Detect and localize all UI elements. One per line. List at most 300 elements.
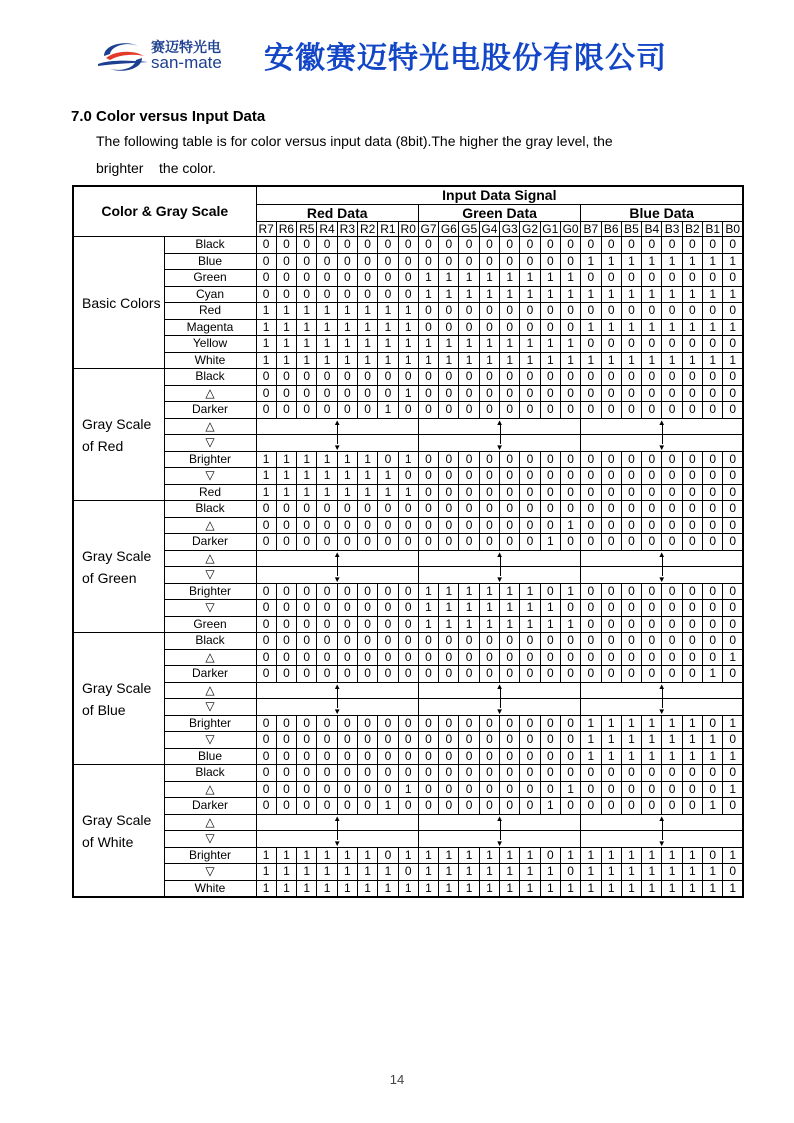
bit-header-b2: B2	[682, 222, 702, 237]
arrow-down-icon: ▼	[657, 838, 666, 847]
bit-cell: 0	[297, 600, 317, 617]
row-label: △	[164, 814, 256, 831]
bit-cell: 0	[642, 369, 662, 386]
bit-cell: 1	[418, 616, 438, 633]
bit-cell: 0	[378, 633, 398, 650]
bit-cell: 0	[703, 402, 723, 419]
bit-cell: 1	[297, 303, 317, 320]
bit-cell: 0	[459, 303, 479, 320]
bit-cell: 0	[682, 781, 702, 798]
bit-header-r7: R7	[256, 222, 276, 237]
bit-cell: 0	[703, 847, 723, 864]
bit-cell: 0	[581, 616, 601, 633]
bit-cell: 0	[378, 270, 398, 287]
bit-cell: 1	[276, 319, 296, 336]
bit-cell: 0	[540, 501, 560, 518]
arrow-up-icon: ▲	[495, 682, 504, 691]
bit-cell: 1	[500, 600, 520, 617]
bit-cell: 1	[581, 319, 601, 336]
bit-cell: 0	[459, 369, 479, 386]
row-label: △	[164, 550, 256, 567]
bit-header-r2: R2	[357, 222, 377, 237]
bit-cell: 0	[479, 781, 499, 798]
bit-cell: 1	[297, 451, 317, 468]
bit-cell: 0	[479, 385, 499, 402]
bit-cell: 0	[378, 732, 398, 749]
bit-cell: 0	[398, 517, 418, 534]
bit-cell: 0	[682, 336, 702, 353]
bit-cell: 0	[479, 451, 499, 468]
company-name: 安徽赛迈特光电股份有限公司	[264, 41, 667, 76]
bit-cell: 0	[398, 402, 418, 419]
bit-cell: 0	[317, 666, 337, 683]
bit-cell: 1	[662, 715, 682, 732]
bit-cell: 0	[662, 484, 682, 501]
section-intro	[96, 128, 716, 182]
bit-cell: 0	[297, 402, 317, 419]
bit-cell: 1	[540, 616, 560, 633]
bit-cell: 0	[276, 715, 296, 732]
bit-cell: 1	[378, 468, 398, 485]
bit-cell: 0	[418, 484, 438, 501]
bit-cell: 0	[276, 385, 296, 402]
bit-cell: 1	[317, 352, 337, 369]
bit-cell: 0	[418, 633, 438, 650]
bit-cell: 0	[479, 253, 499, 270]
bit-cell: 0	[662, 468, 682, 485]
row-label: △	[164, 781, 256, 798]
bit-cell: 0	[439, 484, 459, 501]
bit-cell: 1	[276, 484, 296, 501]
row-label: ▽	[164, 468, 256, 485]
bit-cell: 0	[621, 600, 641, 617]
bit-cell: 0	[581, 402, 601, 419]
bit-cell: 0	[662, 270, 682, 287]
bit-cell: 0	[337, 616, 357, 633]
bit-cell: 0	[256, 501, 276, 518]
bit-cell: 0	[540, 468, 560, 485]
bit-cell: 0	[398, 534, 418, 551]
bit-cell: 0	[479, 484, 499, 501]
bit-cell: 0	[317, 237, 337, 254]
bit-cell: 0	[297, 253, 317, 270]
bit-cell: 0	[317, 286, 337, 303]
bit-cell: 1	[276, 864, 296, 881]
down-arrow-cell	[256, 435, 418, 452]
bit-cell: 0	[479, 748, 499, 765]
bit-cell: 0	[418, 748, 438, 765]
bit-cell: 0	[662, 781, 682, 798]
bit-cell: 1	[378, 880, 398, 897]
bit-cell: 0	[642, 534, 662, 551]
bit-cell: 1	[357, 880, 377, 897]
bit-cell: 1	[601, 847, 621, 864]
bit-cell: 1	[317, 303, 337, 320]
bit-cell: 1	[540, 352, 560, 369]
bit-cell: 0	[256, 369, 276, 386]
bit-cell: 1	[439, 270, 459, 287]
bit-cell: 0	[439, 798, 459, 815]
bit-cell: 0	[601, 402, 621, 419]
bit-cell: 0	[682, 501, 702, 518]
bit-cell: 1	[723, 649, 743, 666]
bit-cell: 0	[297, 715, 317, 732]
bit-cell: 0	[317, 781, 337, 798]
bit-cell: 0	[337, 501, 357, 518]
bit-cell: 0	[703, 765, 723, 782]
bit-cell: 0	[337, 715, 357, 732]
bit-cell: 0	[439, 253, 459, 270]
bit-cell: 0	[703, 336, 723, 353]
bit-cell: 0	[581, 369, 601, 386]
bit-cell: 1	[642, 880, 662, 897]
bit-cell: 0	[703, 468, 723, 485]
bit-cell: 0	[479, 534, 499, 551]
bit-cell: 1	[723, 847, 743, 864]
row-label: ▽	[164, 435, 256, 452]
bit-cell: 1	[276, 847, 296, 864]
bit-cell: 0	[581, 270, 601, 287]
bit-cell: 0	[378, 781, 398, 798]
bit-cell: 0	[621, 451, 641, 468]
bit-cell: 0	[256, 748, 276, 765]
bit-cell: 1	[581, 880, 601, 897]
bit-cell: 0	[418, 534, 438, 551]
bit-cell: 0	[662, 583, 682, 600]
bit-cell: 0	[581, 633, 601, 650]
bit-cell: 0	[357, 253, 377, 270]
bit-cell: 0	[682, 451, 702, 468]
bit-cell: 0	[621, 336, 641, 353]
bit-cell: 0	[520, 633, 540, 650]
arrow-up-icon: ▲	[333, 550, 342, 559]
table-row	[73, 567, 743, 584]
bit-header-r4: R4	[317, 222, 337, 237]
bit-cell: 0	[723, 237, 743, 254]
bit-cell: 0	[297, 666, 317, 683]
bit-cell: 0	[276, 649, 296, 666]
bit-cell: 0	[317, 534, 337, 551]
company-logo	[96, 36, 246, 76]
bit-cell: 0	[439, 666, 459, 683]
intro-line-1: The following table is for color versus input data (8bit).The higher the gray level, the	[96, 133, 613, 149]
bit-cell: 0	[540, 748, 560, 765]
bit-cell: 1	[642, 748, 662, 765]
bit-cell: 0	[540, 484, 560, 501]
table-row	[73, 319, 743, 336]
table-row	[73, 435, 743, 452]
bit-cell: 1	[297, 880, 317, 897]
row-label: Darker	[164, 402, 256, 419]
bit-cell: 1	[703, 666, 723, 683]
arrow-down-icon: ▼	[657, 442, 666, 451]
bit-cell: 0	[418, 798, 438, 815]
bit-cell: 1	[560, 352, 580, 369]
bit-cell: 0	[398, 270, 418, 287]
bit-cell: 1	[256, 352, 276, 369]
table-row	[73, 847, 743, 864]
bit-cell: 0	[520, 451, 540, 468]
bit-cell: 1	[256, 303, 276, 320]
up-arrow-cell	[581, 814, 743, 831]
arrow-up-icon: ▲	[657, 682, 666, 691]
group-label: Gray Scale of Green	[73, 501, 164, 633]
bit-cell: 0	[317, 765, 337, 782]
corner-header: Color & Gray Scale	[73, 186, 256, 237]
bit-cell: 0	[256, 517, 276, 534]
bit-cell: 0	[418, 649, 438, 666]
bit-cell: 1	[500, 583, 520, 600]
row-label: △	[164, 385, 256, 402]
bit-cell: 0	[459, 517, 479, 534]
bit-cell: 1	[500, 336, 520, 353]
table-row	[73, 600, 743, 617]
bit-cell: 1	[459, 600, 479, 617]
bit-cell: 0	[297, 385, 317, 402]
bit-cell: 0	[500, 765, 520, 782]
row-label: Brighter	[164, 451, 256, 468]
bit-cell: 1	[439, 583, 459, 600]
bit-cell: 0	[398, 732, 418, 749]
bit-cell: 1	[723, 781, 743, 798]
bit-cell: 0	[337, 583, 357, 600]
bit-cell: 0	[256, 286, 276, 303]
bit-cell: 1	[540, 336, 560, 353]
bit-header-r1: R1	[378, 222, 398, 237]
bit-cell: 1	[703, 319, 723, 336]
bit-cell: 1	[378, 798, 398, 815]
bit-cell: 0	[520, 715, 540, 732]
bit-cell: 0	[662, 666, 682, 683]
bit-cell: 1	[439, 864, 459, 881]
down-arrow-cell	[581, 699, 743, 716]
bit-cell: 1	[723, 319, 743, 336]
row-label: Magenta	[164, 319, 256, 336]
bit-cell: 1	[459, 880, 479, 897]
bit-cell: 0	[662, 501, 682, 518]
bit-cell: 0	[540, 319, 560, 336]
bit-cell: 0	[439, 633, 459, 650]
bit-cell: 0	[662, 616, 682, 633]
bit-cell: 0	[621, 402, 641, 419]
bit-cell: 0	[621, 385, 641, 402]
bit-cell: 0	[642, 633, 662, 650]
bit-cell: 0	[560, 237, 580, 254]
group-label: Gray Scale of Blue	[73, 633, 164, 765]
bit-cell: 0	[337, 798, 357, 815]
bit-cell: 0	[418, 237, 438, 254]
bit-cell: 1	[560, 781, 580, 798]
down-arrow-cell	[581, 435, 743, 452]
arrow-down-icon: ▼	[495, 442, 504, 451]
table-row	[73, 303, 743, 320]
bit-cell: 0	[378, 765, 398, 782]
bit-cell: 0	[621, 798, 641, 815]
bit-cell: 1	[703, 880, 723, 897]
bit-cell: 0	[560, 369, 580, 386]
bit-cell: 0	[560, 765, 580, 782]
page-header	[0, 0, 794, 90]
bit-cell: 1	[520, 352, 540, 369]
bit-cell: 0	[642, 336, 662, 353]
bit-cell: 1	[621, 847, 641, 864]
bit-cell: 0	[337, 286, 357, 303]
down-arrow-cell	[418, 435, 580, 452]
bit-cell: 1	[642, 715, 662, 732]
bit-cell: 0	[256, 402, 276, 419]
bit-cell: 0	[357, 649, 377, 666]
bit-cell: 0	[459, 765, 479, 782]
bit-cell: 0	[642, 468, 662, 485]
bit-cell: 1	[662, 352, 682, 369]
bit-cell: 0	[297, 748, 317, 765]
bit-cell: 1	[276, 451, 296, 468]
bit-header-b7: B7	[581, 222, 601, 237]
arrow-up-icon: ▲	[333, 418, 342, 427]
bit-cell: 0	[682, 402, 702, 419]
table-row	[73, 633, 743, 650]
bit-cell: 1	[682, 286, 702, 303]
bit-cell: 0	[682, 666, 702, 683]
bit-cell: 1	[621, 286, 641, 303]
bit-cell: 0	[459, 649, 479, 666]
bit-cell: 1	[398, 781, 418, 798]
bit-cell: 0	[297, 765, 317, 782]
bit-cell: 1	[337, 352, 357, 369]
bit-cell: 1	[317, 451, 337, 468]
bit-cell: 0	[297, 798, 317, 815]
bit-cell: 0	[418, 402, 438, 419]
bit-cell: 1	[601, 352, 621, 369]
bit-cell: 0	[520, 649, 540, 666]
bit-cell: 0	[703, 616, 723, 633]
bit-cell: 0	[601, 468, 621, 485]
bit-cell: 0	[378, 451, 398, 468]
bit-cell: 0	[662, 798, 682, 815]
bit-cell: 0	[479, 732, 499, 749]
bit-cell: 0	[560, 600, 580, 617]
bit-cell: 0	[500, 666, 520, 683]
bit-cell: 1	[723, 748, 743, 765]
bit-cell: 1	[337, 847, 357, 864]
bit-cell: 0	[276, 583, 296, 600]
row-label: Blue	[164, 748, 256, 765]
bit-cell: 1	[479, 270, 499, 287]
bit-cell: 1	[621, 732, 641, 749]
bit-cell: 0	[276, 369, 296, 386]
bit-cell: 0	[703, 501, 723, 518]
bit-cell: 0	[682, 385, 702, 402]
bit-cell: 0	[317, 616, 337, 633]
bit-cell: 0	[642, 798, 662, 815]
bit-cell: 0	[276, 633, 296, 650]
bit-cell: 0	[662, 303, 682, 320]
bit-cell: 1	[459, 847, 479, 864]
bit-cell: 0	[581, 649, 601, 666]
bit-cell: 0	[276, 781, 296, 798]
bit-cell: 0	[418, 385, 438, 402]
bit-cell: 0	[337, 517, 357, 534]
bit-cell: 0	[601, 369, 621, 386]
bit-header-g6: G6	[439, 222, 459, 237]
bit-cell: 1	[520, 616, 540, 633]
blue-data-header: Blue Data	[581, 205, 743, 222]
bit-cell: 0	[317, 402, 337, 419]
bit-cell: 0	[520, 319, 540, 336]
bit-cell: 0	[418, 732, 438, 749]
bit-cell: 1	[256, 336, 276, 353]
bit-cell: 0	[256, 633, 276, 650]
bit-cell: 0	[378, 748, 398, 765]
bit-cell: 1	[581, 864, 601, 881]
bit-cell: 0	[621, 468, 641, 485]
bit-cell: 0	[337, 369, 357, 386]
bit-cell: 1	[540, 864, 560, 881]
bit-cell: 0	[357, 286, 377, 303]
bit-cell: 1	[357, 847, 377, 864]
bit-cell: 0	[723, 369, 743, 386]
bit-cell: 0	[439, 303, 459, 320]
bit-cell: 0	[560, 748, 580, 765]
bit-cell: 0	[520, 666, 540, 683]
bit-cell: 1	[439, 600, 459, 617]
bit-cell: 0	[439, 237, 459, 254]
bit-cell: 1	[357, 303, 377, 320]
bit-cell: 0	[276, 666, 296, 683]
bit-cell: 0	[682, 600, 702, 617]
bit-cell: 0	[439, 781, 459, 798]
bit-cell: 0	[479, 237, 499, 254]
bit-cell: 0	[317, 369, 337, 386]
bit-header-r6: R6	[276, 222, 296, 237]
bit-cell: 0	[378, 583, 398, 600]
bit-cell: 0	[500, 748, 520, 765]
bit-cell: 1	[337, 319, 357, 336]
bit-cell: 0	[276, 616, 296, 633]
bit-cell: 0	[540, 633, 560, 650]
row-label: △	[164, 517, 256, 534]
bit-cell: 0	[520, 468, 540, 485]
bit-cell: 1	[479, 880, 499, 897]
bit-cell: 1	[703, 253, 723, 270]
bit-cell: 1	[621, 748, 641, 765]
bit-cell: 0	[723, 616, 743, 633]
bit-cell: 0	[378, 253, 398, 270]
bit-cell: 0	[459, 715, 479, 732]
bit-cell: 1	[703, 798, 723, 815]
bit-cell: 1	[581, 286, 601, 303]
bit-cell: 1	[560, 270, 580, 287]
bit-cell: 0	[337, 600, 357, 617]
bit-cell: 1	[581, 715, 601, 732]
bit-cell: 0	[398, 798, 418, 815]
bit-cell: 0	[601, 237, 621, 254]
bit-cell: 1	[317, 864, 337, 881]
bit-cell: 0	[703, 385, 723, 402]
bit-cell: 0	[642, 616, 662, 633]
bit-cell: 0	[540, 847, 560, 864]
logo-emblem-icon	[96, 36, 150, 76]
bit-cell: 0	[703, 600, 723, 617]
bit-cell: 0	[703, 715, 723, 732]
table-row	[73, 583, 743, 600]
bit-cell: 0	[601, 385, 621, 402]
bit-cell: 0	[378, 369, 398, 386]
bit-cell: 0	[317, 385, 337, 402]
bit-cell: 0	[581, 666, 601, 683]
bit-cell: 0	[520, 369, 540, 386]
bit-cell: 0	[540, 385, 560, 402]
